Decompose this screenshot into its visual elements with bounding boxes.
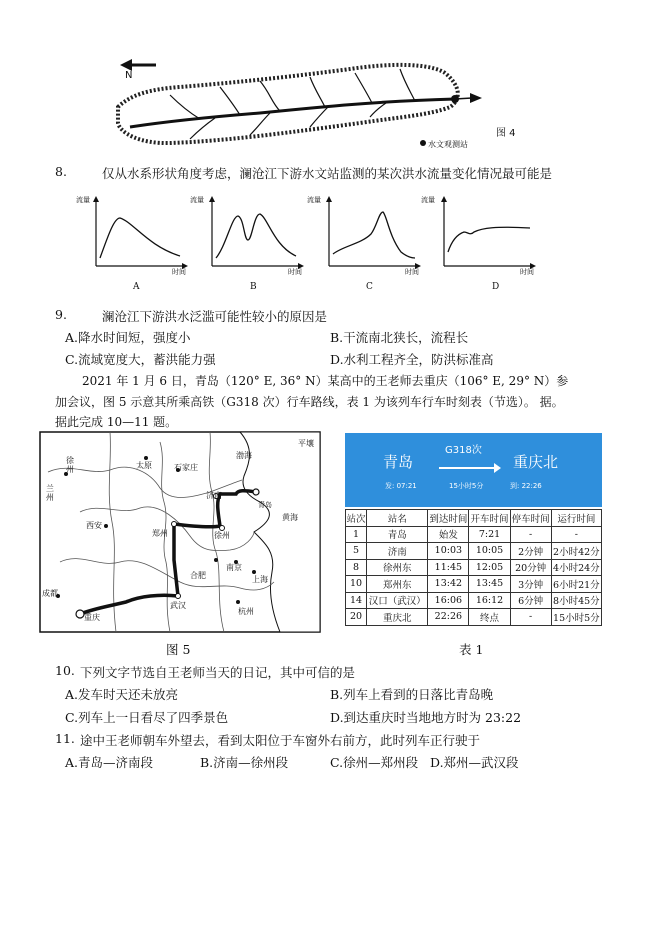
table-cell: 8小时45分 bbox=[551, 592, 601, 609]
table-row bbox=[346, 576, 602, 593]
table-cell: 济南 bbox=[367, 543, 428, 560]
intro-line-2: 加会议，图 5 示意其所乘高铁（G318 次）行车路线，表 1 为该列车行车时刻表（节选）。 据。 bbox=[55, 395, 564, 409]
table-cell: 12:05 bbox=[469, 559, 510, 576]
hydrograph-d bbox=[436, 196, 536, 276]
table-cell: 青岛 bbox=[367, 526, 428, 543]
map-place-lanzhou: 兰州 bbox=[46, 484, 54, 502]
map-place-shanghai: 上海 bbox=[252, 575, 268, 584]
table-cell: 16:12 bbox=[469, 592, 510, 609]
table-cell: 16:06 bbox=[428, 592, 469, 609]
table-cell: 10:05 bbox=[469, 543, 510, 560]
q10-option-c: C.列车上一日看尽了四季景色 bbox=[65, 710, 229, 725]
map-sea-bohai: 渤海 bbox=[236, 451, 252, 460]
map-place-pyongyang: 平壤 bbox=[298, 439, 314, 448]
map-place-hefei: 合肥 bbox=[190, 571, 206, 580]
column-header: 运行时间 bbox=[551, 510, 601, 527]
q10-text: 下列文字节选自王老师当天的日记，其中可信的是 bbox=[80, 665, 356, 680]
table-1-caption: 表 1 bbox=[459, 642, 484, 657]
figure-4-label: 图 4 bbox=[496, 128, 516, 139]
table-row bbox=[346, 543, 602, 560]
axis-y-a: 流量 bbox=[76, 196, 90, 204]
axis-y-c: 流量 bbox=[307, 196, 321, 204]
table-cell: 20分钟 bbox=[510, 559, 551, 576]
axis-y-b: 流量 bbox=[190, 196, 204, 204]
table-cell: - bbox=[551, 526, 601, 543]
map-place-wuhan: 武汉 bbox=[170, 601, 186, 610]
timetable-grid bbox=[345, 509, 602, 626]
table-cell: 重庆北 bbox=[367, 609, 428, 626]
destination-station: 重庆北 bbox=[513, 453, 559, 471]
intro-line-1: 2021 年 1 月 6 日，青岛（120° E, 36° N）某高中的王老师去重庆（106° E, 29° N）参 bbox=[82, 374, 569, 388]
axis-x-b: 时间 bbox=[288, 268, 302, 276]
map-place-qingdao: 青岛 bbox=[258, 501, 272, 509]
hydrograph-a bbox=[88, 196, 188, 276]
q9-number: 9. bbox=[55, 307, 67, 322]
table-row bbox=[346, 609, 602, 626]
map-place-jinan: 济南 bbox=[206, 491, 222, 500]
direction-arrow-icon bbox=[439, 467, 499, 469]
map-place-zhengzhou: 郑州 bbox=[152, 529, 168, 538]
origin-station: 青岛 bbox=[383, 453, 414, 471]
map-place-chengdu: 成都 bbox=[42, 589, 58, 598]
q8-number: 8. bbox=[55, 164, 67, 179]
q9-option-d: D.水利工程齐全，防洪标准高 bbox=[330, 352, 494, 367]
table-cell: 15小时5分 bbox=[551, 609, 601, 626]
map-place-shijiazhuang: 石家庄 bbox=[174, 463, 198, 472]
station-marker-icon bbox=[420, 140, 426, 146]
table-cell: 20 bbox=[346, 609, 367, 626]
table-row bbox=[346, 559, 602, 576]
timetable bbox=[345, 433, 602, 630]
table-cell: 2小时42分 bbox=[551, 543, 601, 560]
axis-x-c: 时间 bbox=[405, 268, 419, 276]
train-number: G318次 bbox=[445, 445, 482, 456]
q11-text: 途中王老师朝车外望去，看到太阳位于车窗外右前方，此时列车正行驶于 bbox=[80, 733, 481, 748]
q11-option-c: C.徐州—郑州段 bbox=[330, 755, 419, 770]
table-cell: 郑州东 bbox=[367, 576, 428, 593]
map-place-xian: 西安 bbox=[86, 521, 102, 530]
q10-option-a: A.发车时天还未放亮 bbox=[65, 687, 179, 702]
option-b-label: B bbox=[250, 282, 257, 292]
table-cell: 11:45 bbox=[428, 559, 469, 576]
table-cell: 6小时21分 bbox=[551, 576, 601, 593]
table-cell: 1 bbox=[346, 526, 367, 543]
table-cell: 6分钟 bbox=[510, 592, 551, 609]
q10-option-d: D.到达重庆时当地地方时为 23:22 bbox=[330, 710, 522, 725]
axis-y-d: 流量 bbox=[421, 196, 435, 204]
table-cell: 22:26 bbox=[428, 609, 469, 626]
option-d-label: D bbox=[492, 282, 500, 292]
q10-number: 10. bbox=[55, 663, 75, 678]
q8-text: 仅从水系形状角度考虑，澜沧江下游水文站监测的某次洪水流量变化情况最可能是 bbox=[102, 166, 553, 181]
table-cell: 13:45 bbox=[469, 576, 510, 593]
column-header: 站次 bbox=[346, 510, 367, 527]
table-row bbox=[346, 592, 602, 609]
hydrograph-c bbox=[321, 196, 421, 276]
table-cell: 7:21 bbox=[469, 526, 510, 543]
station-label: 水文观测站 bbox=[428, 140, 468, 149]
q11-option-a: A.青岛—济南段 bbox=[65, 755, 154, 770]
arrival-time: 到: 22:26 bbox=[510, 482, 542, 490]
table-cell: - bbox=[510, 609, 551, 626]
table-cell: 4小时24分 bbox=[551, 559, 601, 576]
north-label: N bbox=[125, 70, 133, 81]
departure-time: 发: 07:21 bbox=[385, 482, 417, 490]
table-cell: 13:42 bbox=[428, 576, 469, 593]
column-header: 停车时间 bbox=[510, 510, 551, 527]
column-header: 开车时间 bbox=[469, 510, 510, 527]
hydrograph-b bbox=[204, 196, 304, 276]
table-cell: 徐州东 bbox=[367, 559, 428, 576]
figure-5-caption: 图 5 bbox=[166, 642, 191, 657]
table-cell: 10:03 bbox=[428, 543, 469, 560]
intro-line-3: 据此完成 10—11 题。 bbox=[55, 415, 178, 429]
axis-x-d: 时间 bbox=[520, 268, 534, 276]
q9-option-c: C.流域宽度大，蓄洪能力强 bbox=[65, 352, 216, 367]
table-header-row bbox=[346, 510, 602, 527]
map-place-chongqing: 重庆 bbox=[84, 613, 100, 622]
table-cell: - bbox=[510, 526, 551, 543]
table-cell: 汉口（武汉） bbox=[367, 592, 428, 609]
table-row bbox=[346, 526, 602, 543]
q10-option-b: B.列车上看到的日落比青岛晚 bbox=[330, 687, 494, 702]
table-cell: 10 bbox=[346, 576, 367, 593]
map-place-taiyuan: 太原 bbox=[136, 461, 152, 470]
trip-duration: 15小时5分 bbox=[449, 482, 484, 490]
map-place-xuzhou-north: 徐州 bbox=[66, 456, 74, 474]
map-place-nanjing: 南京 bbox=[226, 563, 242, 572]
table-cell: 终点 bbox=[469, 609, 510, 626]
table-cell: 8 bbox=[346, 559, 367, 576]
q9-option-a: A.降水时间短，强度小 bbox=[65, 330, 191, 345]
q11-option-b: B.济南—徐州段 bbox=[200, 755, 289, 770]
option-a-label: A bbox=[133, 282, 140, 292]
map-sea-huanghai: 黄海 bbox=[282, 513, 298, 522]
column-header: 站名 bbox=[367, 510, 428, 527]
q11-number: 11. bbox=[55, 731, 75, 746]
q9-text: 澜沧江下游洪水泛滥可能性较小的原因是 bbox=[102, 309, 328, 324]
table-cell: 2分钟 bbox=[510, 543, 551, 560]
q11-option-d: D.郑州—武汉段 bbox=[430, 755, 519, 770]
timetable-header bbox=[345, 433, 602, 507]
table-cell: 始发 bbox=[428, 526, 469, 543]
axis-x-a: 时间 bbox=[172, 268, 186, 276]
map-place-xuzhou: 徐州 bbox=[214, 531, 230, 540]
table-cell: 14 bbox=[346, 592, 367, 609]
option-c-label: C bbox=[366, 282, 373, 292]
q9-option-b: B.干流南北狭长，流程长 bbox=[330, 330, 469, 345]
column-header: 到达时间 bbox=[428, 510, 469, 527]
table-cell: 5 bbox=[346, 543, 367, 560]
table-cell: 3分钟 bbox=[510, 576, 551, 593]
map-place-hangzhou: 杭州 bbox=[238, 607, 254, 616]
